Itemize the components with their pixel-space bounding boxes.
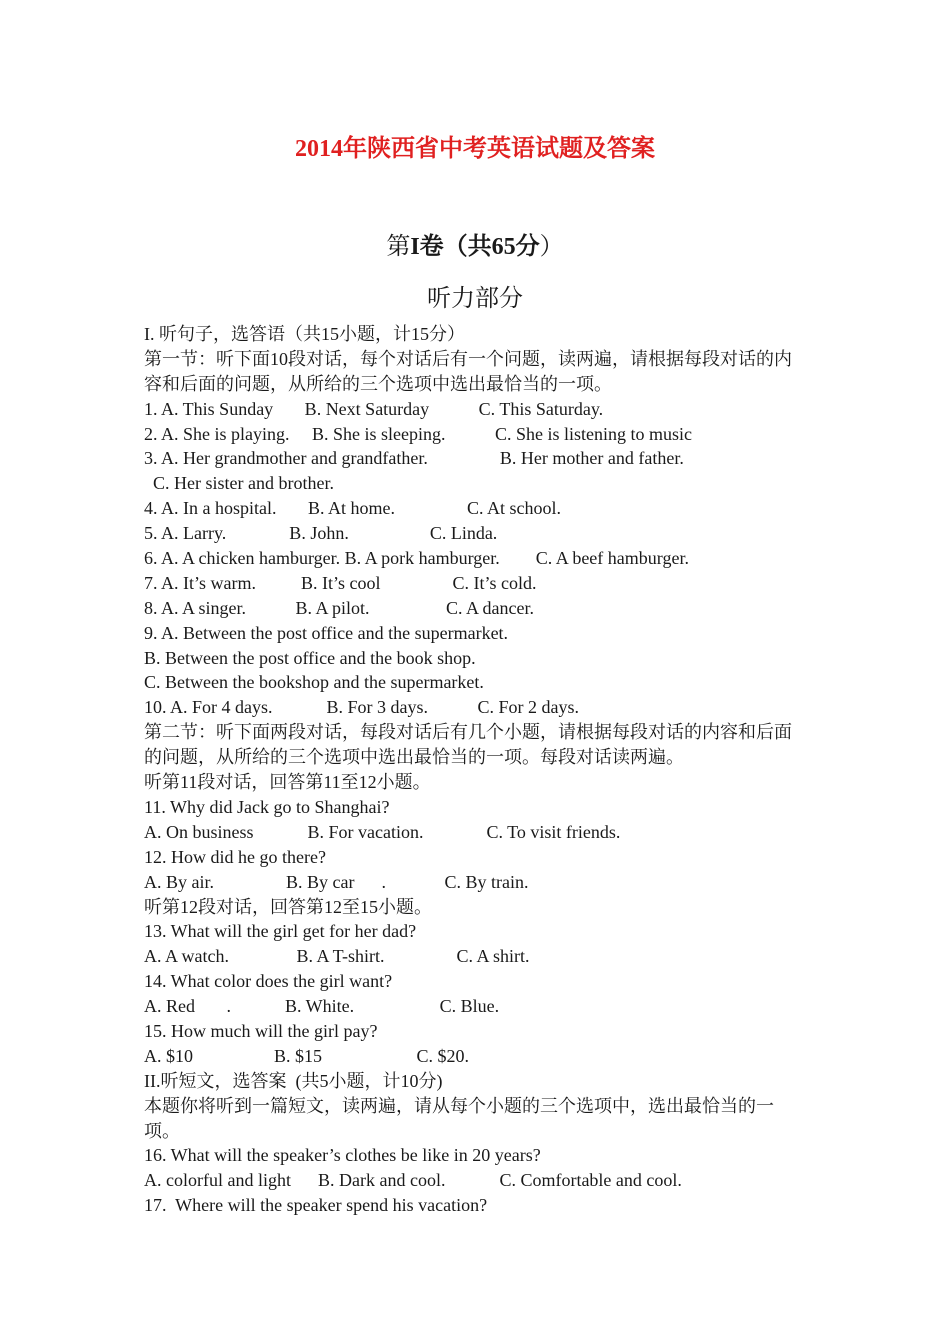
answer-options: A. Red . B. White. C. Blue. (144, 996, 500, 1017)
document-title: 2014年陕西省中考英语试题及答案 (295, 136, 655, 162)
listening-part-title: 听力部分 (427, 286, 523, 312)
text-line: 第二节：听下面两段对话，每段对话后有几个小题，请根据每段对话的内容和后面的问题，从所给的三个选项中选出最恰当的一项。每段对话读两遍。 (144, 722, 792, 768)
question-line: 13. What will the girl get for her dad? (144, 921, 417, 942)
question-line: 11. Why did Jack go to Shanghai? (144, 796, 390, 817)
question-body (144, 322, 808, 1218)
section-suffix: ） (539, 234, 564, 260)
question-line: B. Between the post office and the book shop. (144, 647, 476, 668)
question-line: C. Her sister and brother. (144, 473, 334, 494)
question-line: 14. What color does the girl want? (144, 971, 393, 992)
question-line: 2. A. She is playing. B. She is sleeping. C. She is listening to music (144, 423, 693, 444)
text-line: 第一节：听下面10段对话，每个对话后有一个问题，读两遍，请根据每段对话的内容和后面的问题，从所给的三个选项中选出最恰当的一项。 (144, 348, 792, 394)
section-prefix: 第 (386, 234, 411, 260)
section-label: I卷（共65分 (410, 234, 540, 260)
question-line: 4. A. In a hospital. B. At home. C. At school. (144, 498, 561, 519)
question-line: C. Between the bookshop and the supermarket. (144, 672, 484, 693)
question-line: 12. How did he go there? (144, 846, 326, 867)
question-line: 17. Where will the speaker spend his vacation? (144, 1195, 488, 1216)
section-heading (0, 229, 950, 265)
question-line: 9. A. Between the post office and the supermarket. (144, 622, 509, 643)
answer-options: A. $10 B. $15 C. $20. (144, 1045, 470, 1066)
text-line: 本题你将听到一篇短文，读两遍，请从每个小题的三个选项中，选出最恰当的一项。 (144, 1095, 774, 1141)
answer-options: A. By air. B. By car . C. By train. (144, 871, 529, 892)
question-line: 8. A. A singer. B. A pilot. C. A dancer. (144, 597, 535, 618)
text-line: 听第12段对话，回答第12至15小题。 (144, 896, 432, 917)
question-line: 7. A. It’s warm. B. It’s cool C. It’s cold. (144, 572, 537, 593)
answer-options: A. colorful and light B. Dark and cool. C. Comfortable and cool. (144, 1170, 682, 1191)
text-line: II.听短文，选答案 (共5小题，计10分) (144, 1070, 443, 1091)
question-line: 5. A. Larry. B. John. C. Linda. (144, 523, 498, 544)
answer-options: A. A watch. B. A T-shirt. C. A shirt. (144, 946, 530, 967)
question-line: 6. A. A chicken hamburger. B. A pork hamburger. C. A beef hamburger. (144, 548, 689, 569)
question-line: 1. A. This Sunday B. Next Saturday C. This Saturday. (144, 398, 604, 419)
question-line: 3. A. Her grandmother and grandfather. B. Her mother and father. (144, 448, 684, 469)
text-line: I. 听句子，选答语（共15小题，计15分） (144, 324, 465, 344)
question-line: 16. What will the speaker’s clothes be like in 20 years? (144, 1145, 541, 1166)
text-line: 听第11段对话，回答第11至12小题。 (144, 772, 431, 793)
question-line: 15. How much will the girl pay? (144, 1020, 378, 1041)
answer-options: A. On business B. For vacation. C. To visit friends. (144, 821, 621, 842)
question-line: 10. A. For 4 days. B. For 3 days. C. For 2 days. (144, 697, 580, 718)
